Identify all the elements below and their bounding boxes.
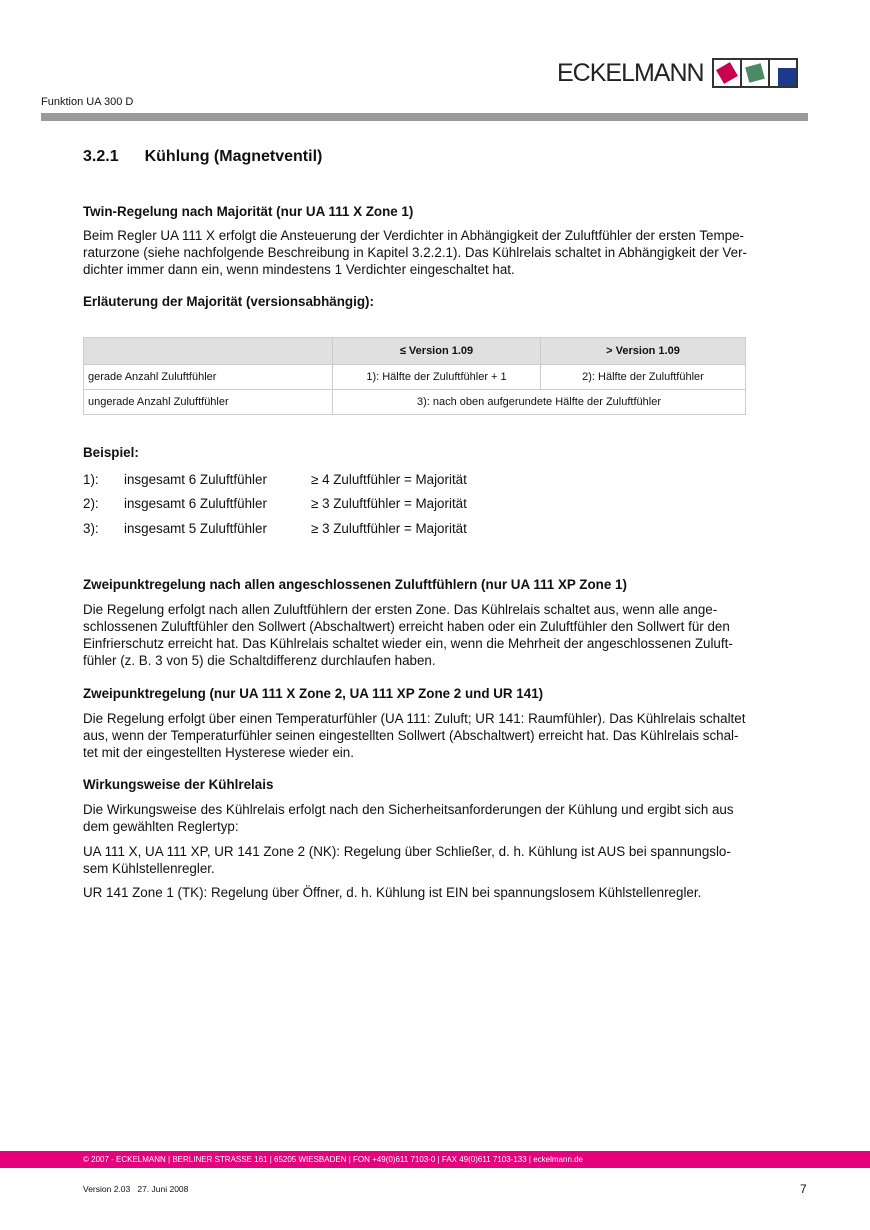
zp1-paragraph bbox=[83, 601, 813, 669]
table-header: > Version 1.09 bbox=[541, 338, 746, 365]
logo-text: ECKELMANN bbox=[557, 58, 704, 87]
table-header: ≤ Version 1.09 bbox=[333, 338, 541, 365]
example-heading: Beispiel: bbox=[83, 445, 139, 460]
section-title: Kühlung (Magnetventil) bbox=[144, 148, 323, 165]
item-result: ≥ 4 Zuluftfühler = Majorität bbox=[311, 471, 467, 487]
table-cell: 2): Hälfte der Zuluftfühler bbox=[541, 365, 746, 390]
section-heading bbox=[83, 148, 322, 166]
text-line: Die Regelung erfolgt nach allen Zuluftfühlern der ersten Zone. Das Kühlrelais schaltet aus, wenn alle ange- bbox=[83, 602, 718, 617]
item-result: ≥ 3 Zuluftfühler = Majorität bbox=[311, 520, 467, 536]
footer-bar bbox=[0, 1151, 870, 1168]
table-cell: ungerade Anzahl Zuluftfühler bbox=[84, 390, 333, 415]
text-line: Einfrierschutz erreicht hat. Das Kühlrelais schaltet wieder ein, wenn die Mehrheit der angeschlossenen Zuluft- bbox=[83, 636, 733, 651]
wirk-paragraph-3 bbox=[83, 884, 813, 901]
wirk-paragraph-2 bbox=[83, 843, 813, 877]
zp1-heading: Zweipunktregelung nach allen angeschlossenen Zuluftfühlern (nur UA 111 XP Zone 1) bbox=[83, 577, 627, 592]
item-total: insgesamt 6 Zuluftfühler bbox=[124, 471, 267, 487]
wirk-heading: Wirkungsweise der Kühlrelais bbox=[83, 777, 274, 792]
item-number: 3): bbox=[83, 520, 99, 536]
text-line: Die Wirkungsweise des Kühlrelais erfolgt nach den Sicherheitsanforderungen der Kühlung und ergibt sich aus bbox=[83, 802, 734, 817]
text-line: Beim Regler UA 111 X erfolgt die Ansteuerung der Verdichter in Abhängigkeit der Zuluftfühler der ersten Tempe- bbox=[83, 228, 744, 243]
majority-table bbox=[83, 337, 746, 415]
text-line: dichter immer dann ein, wenn mindestens 1 Verdichter eingeschaltet hat. bbox=[83, 262, 515, 277]
table-header bbox=[84, 338, 333, 365]
zp2-heading: Zweipunktregelung (nur UA 111 X Zone 2, UA 111 XP Zone 2 und UR 141) bbox=[83, 686, 544, 701]
table-cell: gerade Anzahl Zuluftfühler bbox=[84, 365, 333, 390]
table-cell: 1): Hälfte der Zuluftfühler + 1 bbox=[333, 365, 541, 390]
text-line: sem Kühlstellenregler. bbox=[83, 861, 215, 876]
item-total: insgesamt 5 Zuluftfühler bbox=[124, 520, 267, 536]
wirk-paragraph-1 bbox=[83, 801, 813, 835]
zp2-paragraph bbox=[83, 710, 813, 761]
text-line: UA 111 X, UA 111 XP, UR 141 Zone 2 (NK): Regelung über Schließer, d. h. Kühlung ist AUS bei spannungslo- bbox=[83, 844, 731, 859]
twin-heading: Twin-Regelung nach Majorität (nur UA 111 X Zone 1) bbox=[83, 204, 414, 219]
document-title: Funktion UA 300 D bbox=[41, 96, 134, 108]
table-row bbox=[84, 365, 746, 390]
version-info: Version 2.03 27. Juni 2008 bbox=[83, 1184, 189, 1194]
list-item bbox=[83, 516, 467, 541]
list-item bbox=[83, 467, 467, 492]
majority-heading: Erläuterung der Majorität (versionsabhängig): bbox=[83, 294, 374, 309]
text-line: fühler (z. B. 3 von 5) die Schaltdifferenz durchlaufen haben. bbox=[83, 653, 436, 668]
section-number: 3.2.1 bbox=[83, 148, 119, 165]
text-line: aus, wenn der Temperaturfühler seinen eingestellten Sollwert (Abschaltwert) erreicht hat. Das Kühlrelais schal- bbox=[83, 728, 739, 743]
logo-green-square bbox=[745, 63, 765, 83]
item-total: insgesamt 6 Zuluftfühler bbox=[124, 496, 267, 512]
list-item bbox=[83, 492, 467, 517]
text-line: raturzone (siehe nachfolgende Beschreibung in Kapitel 3.2.2.1). Das Kühlrelais schaltet in Abhängigkeit der Ver- bbox=[83, 245, 747, 260]
table-cell: 3): nach oben aufgerundete Hälfte der Zuluftfühler bbox=[333, 390, 746, 415]
table-header-row bbox=[84, 338, 746, 365]
page-number: 7 bbox=[800, 1182, 807, 1196]
twin-paragraph bbox=[83, 227, 813, 278]
text-line: schlossenen Zuluftfühler den Sollwert (Abschaltwert) erreicht haben oder ein Zuluftfühler den Sollwert für den bbox=[83, 619, 730, 634]
item-number: 1): bbox=[83, 471, 99, 487]
eckelmann-logo bbox=[557, 58, 798, 88]
table-row bbox=[84, 390, 746, 415]
logo-red-square bbox=[716, 62, 738, 84]
text-line: dem gewählten Reglertyp: bbox=[83, 819, 239, 834]
logo-squares bbox=[712, 58, 798, 88]
logo-blue-square bbox=[778, 68, 796, 86]
text-line: UR 141 Zone 1 (TK): Regelung über Öffner, d. h. Kühlung ist EIN bei spannungslosem Kühlstellenregler. bbox=[83, 885, 702, 900]
footer-address: © 2007 - ECKELMANN | BERLINER STRASSE 161 | 65205 WIESBADEN | FON +49(0)611 7103-0 | FAX 49(0)611 7103-133 | eckelmann.de bbox=[83, 1155, 584, 1164]
item-number: 2): bbox=[83, 496, 99, 512]
header-divider bbox=[41, 113, 808, 121]
text-line: Die Regelung erfolgt über einen Temperaturfühler (UA 111: Zuluft; UR 141: Raumfühler). Das Kühlrelais schaltet bbox=[83, 711, 746, 726]
item-result: ≥ 3 Zuluftfühler = Majorität bbox=[311, 496, 467, 512]
text-line: tet mit der eingestellten Hysterese wieder ein. bbox=[83, 745, 354, 760]
example-list bbox=[83, 467, 467, 541]
